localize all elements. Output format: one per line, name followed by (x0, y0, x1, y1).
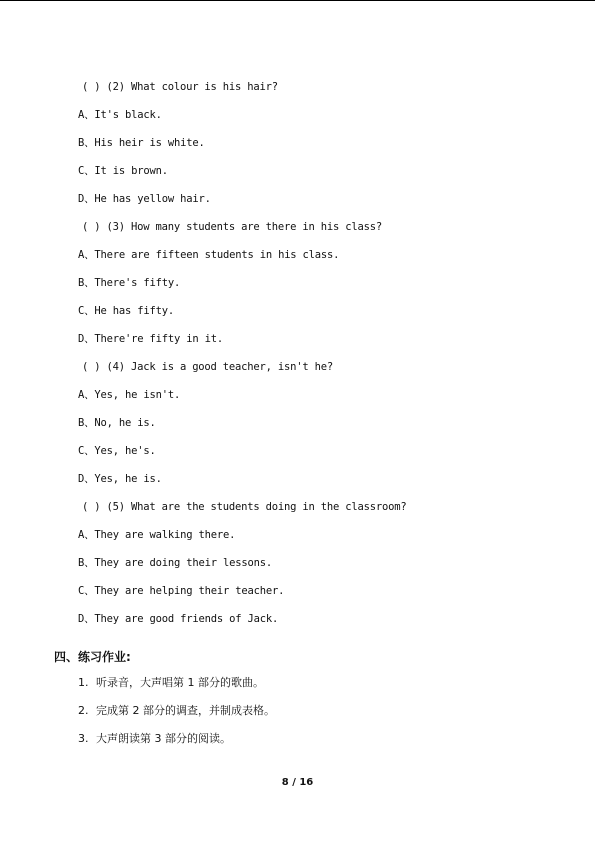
option-d: D、They are good friends of Jack. (78, 613, 279, 625)
option-b: B、His heir is white. (78, 137, 205, 149)
homework-item-number: 1. (78, 676, 89, 689)
option-b: B、There's fifty. (78, 277, 181, 289)
question-prompt: ( ) (4) Jack is a good teacher, isn't he? (82, 361, 333, 373)
homework-item-number: 2. (78, 704, 89, 717)
homework-item-text: 大声朗读第 3 部分的阅读。 (96, 732, 231, 745)
homework-item (78, 704, 275, 718)
homework-title: 四、练习作业: (54, 650, 131, 664)
homework-item-text: 听录音，大声唱第 1 部分的歌曲。 (96, 676, 264, 689)
option-d: D、He has yellow hair. (78, 193, 211, 205)
option-a: A、It's black. (78, 109, 162, 121)
homework-item (78, 676, 264, 690)
option-a: A、They are walking there. (78, 529, 236, 541)
option-d: D、There're fifty in it. (78, 333, 223, 345)
homework-item-text: 完成第 2 部分的调查，并制成表格。 (96, 704, 275, 717)
option-c: C、He has fifty. (78, 305, 175, 317)
homework-item (78, 732, 231, 746)
homework-item-number: 3. (78, 732, 89, 745)
option-c: C、They are helping their teacher. (78, 585, 285, 597)
question-prompt: ( ) (5) What are the students doing in the classroom? (82, 501, 407, 513)
option-c: C、It is brown. (78, 165, 168, 177)
option-a: A、There are fifteen students in his class. (78, 249, 340, 261)
option-d: D、Yes, he is. (78, 473, 162, 485)
option-c: C、Yes, he's. (78, 445, 156, 457)
option-a: A、Yes, he isn't. (78, 389, 181, 401)
question-prompt: ( ) (3) How many students are there in his class? (82, 221, 382, 233)
option-b: B、No, he is. (78, 417, 156, 429)
question-prompt: ( ) (2) What colour is his hair? (82, 81, 278, 93)
top-rule (0, 0, 595, 1)
option-b: B、They are doing their lessons. (78, 557, 272, 569)
page-number: 8 / 16 (281, 777, 314, 788)
